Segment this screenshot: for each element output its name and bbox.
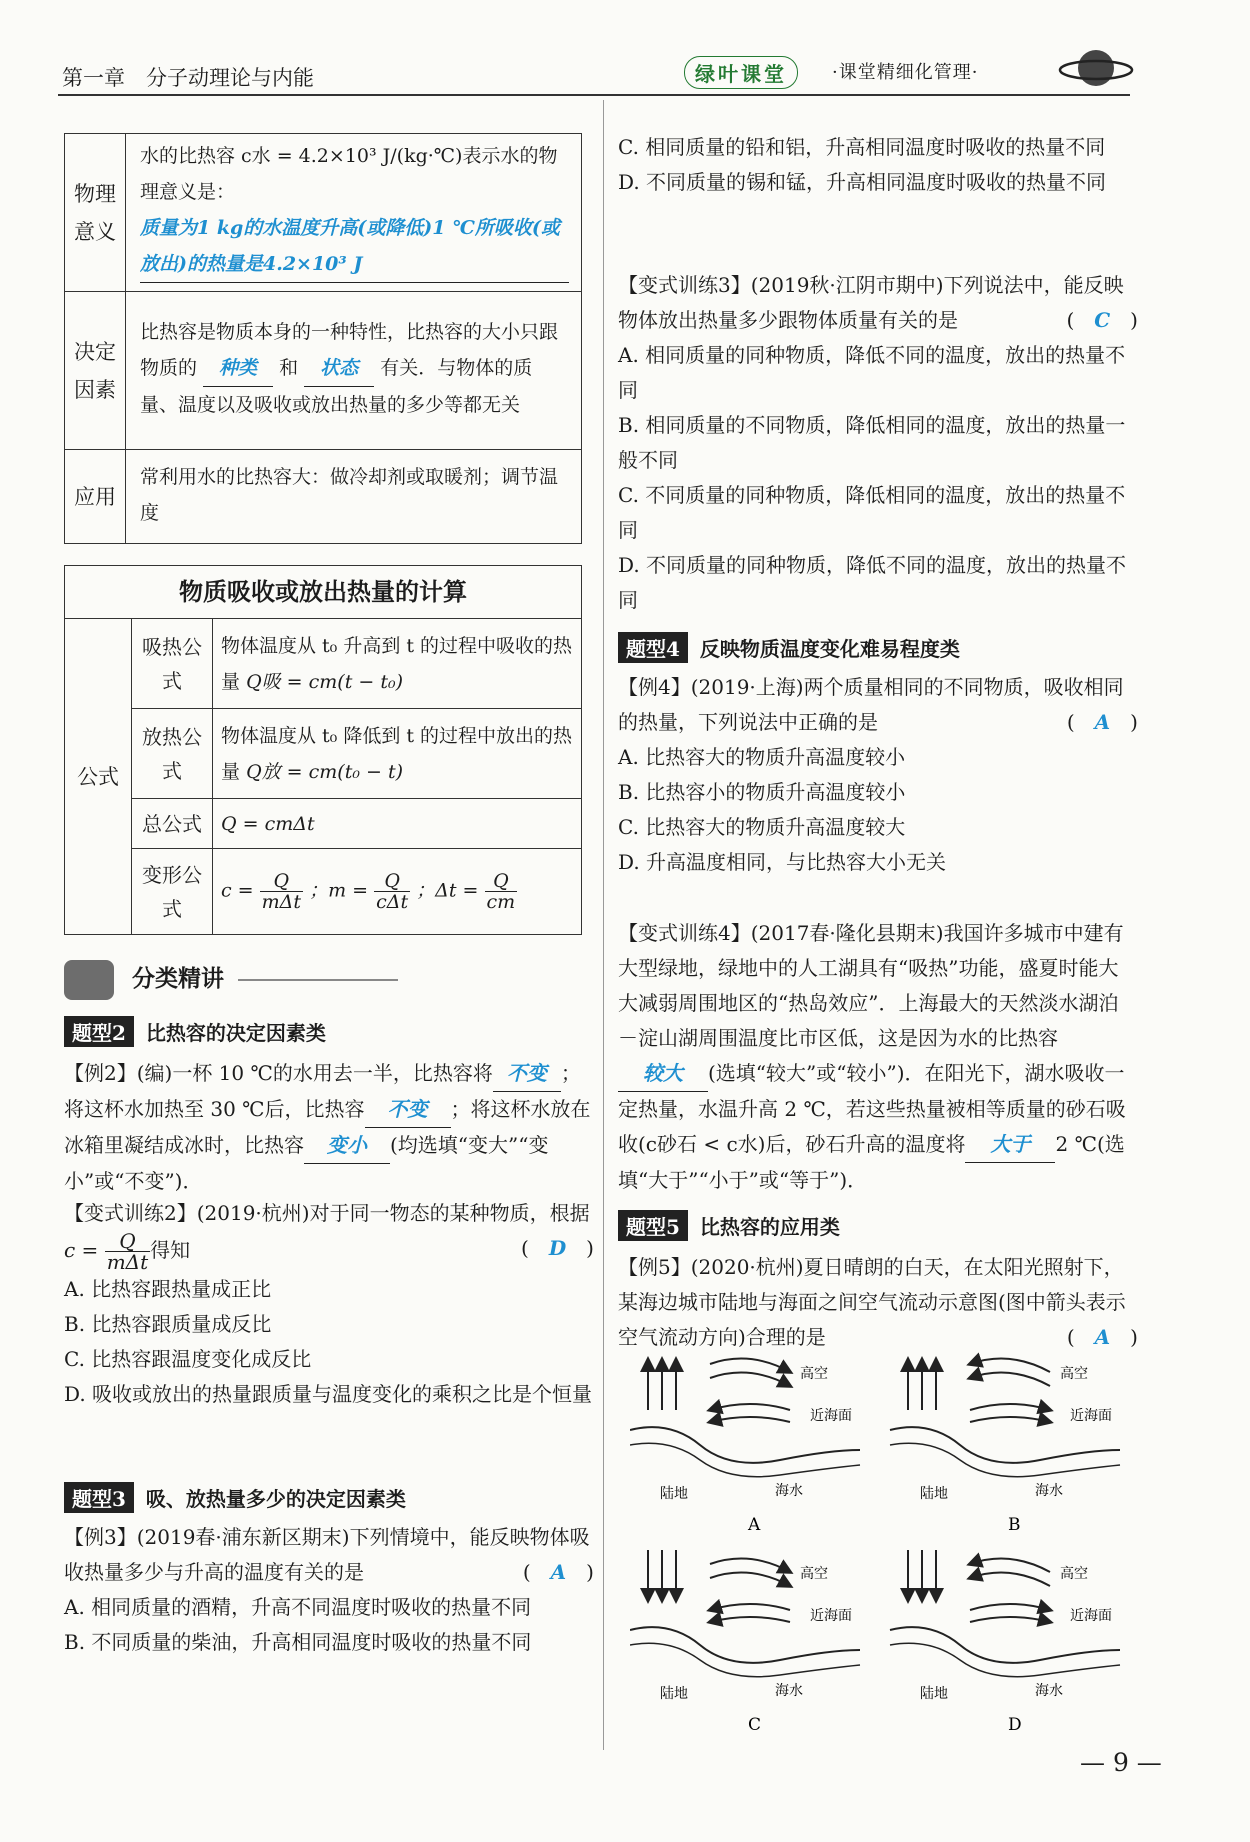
option: A. 比热容跟热量成正比 (64, 1277, 272, 1301)
option: C. 相同质量的铅和铝，升高相同温度时吸收的热量不同 (618, 135, 1106, 159)
formula-table-title: 物质吸收或放出热量的计算 (65, 566, 582, 619)
header-rule (58, 94, 1130, 96)
answer-blank: 不变 (493, 1056, 561, 1092)
answer-choice: C (1094, 308, 1111, 332)
svg-text:海水: 海水 (1035, 1683, 1063, 1699)
factor-cell (126, 292, 582, 450)
factor-text-b: 有关．与物体的质量、温度以及吸收或放出热量的多少等都无关 (140, 357, 533, 416)
svg-text:近海面: 近海面 (810, 1608, 852, 1624)
svg-text:D: D (1008, 1715, 1022, 1735)
specific-heat-table (64, 133, 582, 544)
meaning-answer: 质量为1 kg的水温度升高(或降低)1 ℃所吸收(或放出)的热量是4.2×10³ J (140, 210, 569, 283)
section-banner (64, 960, 398, 1000)
fraction: $\frac{Q}{\text{cΔt}}$ (376, 870, 409, 913)
question-type-3: 题型3 吸、放热量多少的决定因素类 (64, 1482, 594, 1513)
answer-choice: A (1094, 710, 1111, 734)
svg-text:近海面: 近海面 (810, 1408, 852, 1424)
release-formula-cell (213, 709, 582, 799)
row-label: 吸热公式 (132, 619, 213, 709)
column-divider (603, 100, 604, 1750)
row-label: 决定因素 (65, 292, 126, 450)
diagram-panel-a (630, 1359, 860, 1535)
meaning-text: 水的比热容 c水 = 4.2×10³ J/(kg·℃)表示水的物理意义是： (140, 145, 558, 203)
option: D. 升高温度相同，与比热容大小无关 (618, 850, 947, 874)
variation-3: 【变式训练3】(2019秋·江阴市期中)下列说法中，能反映物体放出热量多少跟物体质量有关的是 ( C ) A. 相同质量的同种物质，降低不同的温度，放出的热量不同 B. 相同质量的不同物质，降低相同的温度，放出的热量一般不同 C. 不同质量的同种物质，降低相同的温度，放出的热量不同 D. 不同质量的同种物质，降低不同的温度，放出的热量不同 (618, 268, 1138, 618)
example-3: 【例3】(2019春·浦东新区期末)下列情境中，能反映物体吸收热量多少与升高的温度有关的是 ( A ) A. 相同质量的酒精，升高不同温度时吸收的热量不同 B. 不同质量的柴油，升高相同温度时吸收的热量不同 (64, 1520, 594, 1660)
meaning-cell (126, 134, 582, 292)
factor-and: 和 (279, 357, 299, 379)
svg-text:高空: 高空 (1060, 1566, 1088, 1582)
variation-4: 【变式训练4】(2017春·隆化县期末)我国许多城市中建有大型绿地，绿地中的人工湖具有“吸热”功能，盛夏时能大大减弱周围地区的“热岛效应”．上海最大的天然淡水湖泊－淀山湖周围温度比市区低，这是因为水的比热容较大 (选填“较大”或“较小”)．在阳光下，湖水吸收一定热量，水温升高 2 ℃，若这些热量被相等质量的砂石吸收(c砂石 < c水)后，砂石升高的温度将 大于 2 ℃(选填“大于”“小于”或“等于”)． (618, 921, 1126, 1192)
fraction: $\frac{Q}{\text{mΔt}}$ (106, 1229, 149, 1274)
example-2: 【例2】(编)一杯 10 ℃的水用去一半，比热容将 不变 ；将这杯水加热至 30 ℃后，比热容 不变 ；将这杯水放在冰箱里凝结成冰时，比热容 变小 (均选填“变大”“变小”或“不变”)． (64, 1056, 594, 1199)
row-label: 放热公式 (132, 709, 213, 799)
f2-lhs: ；m = (309, 879, 369, 902)
example-5: 【例5】(2020·杭州)夏日晴朗的白天，在太阳光照射下，某海边城市陆地与海面之间空气流动示意图(图中箭头表示空气流动方向)合理的是 ( A ) (618, 1255, 1138, 1349)
option: A. 比热容大的物质升高温度较小 (618, 745, 906, 769)
total-formula: Q = cmΔt (221, 812, 315, 835)
heat-formula-table (64, 565, 582, 935)
derived-formulas (213, 849, 582, 935)
f3-lhs: ；Δt = (416, 879, 479, 902)
row-label: 物理意义 (65, 134, 126, 292)
answer-kind: 种类 (203, 350, 273, 387)
svg-text:陆地: 陆地 (660, 1486, 688, 1502)
question-type-2: 题型2 比热容的决定因素类 (64, 1016, 594, 1047)
diagram-panel-b (890, 1359, 1120, 1535)
svg-text:高空: 高空 (1060, 1366, 1088, 1382)
answer-choice: A (1094, 1325, 1111, 1349)
air-flow-diagrams (630, 1350, 1130, 1740)
fraction: $\frac{Q}{cm}$ (486, 870, 516, 913)
option: D. 不同质量的锡和锰，升高相同温度时吸收的热量不同 (618, 170, 1107, 194)
diagram-panel-c (630, 1550, 860, 1735)
svg-text:陆地: 陆地 (660, 1686, 688, 1702)
svg-text:陆地: 陆地 (920, 1486, 948, 1502)
absorb-formula: Q吸 = cm(t − t₀) (246, 670, 404, 693)
option: B. 比热容小的物质升高温度较小 (618, 780, 906, 804)
option: C. 比热容跟温度变化成反比 (64, 1347, 312, 1371)
answer-blank: 大于 (965, 1127, 1055, 1163)
svg-text:C: C (748, 1715, 762, 1735)
computer-icon (64, 960, 114, 1000)
option: C. 不同质量的同种物质，降低相同的温度，放出的热量不同 (618, 483, 1126, 542)
release-text: 物体温度从 t₀ 降低到 t 的过程中放出的热量 (221, 724, 573, 783)
example-4: 【例4】(2019·上海)两个质量相同的不同物质，吸收相同的热量，下列说法中正确的是 ( A ) A. 比热容大的物质升高温度较小 B. 比热容小的物质升高温度较小 C. 比热容大的物质升高温度较大 D. 升高温度相同，与比热容大小无关 (618, 670, 1138, 880)
f1-lhs: c = (221, 879, 254, 902)
option: B. 相同质量的不同物质，降低相同的温度，放出的热量一般不同 (618, 413, 1126, 472)
option: C. 比热容大的物质升高温度较大 (618, 815, 906, 839)
option: B. 不同质量的柴油，升高相同温度时吸收的热量不同 (64, 1630, 532, 1654)
svg-text:海水: 海水 (775, 1483, 803, 1499)
svg-text:B: B (1008, 1515, 1021, 1535)
svg-text:A: A (748, 1515, 761, 1535)
page-number: — 9 — (1080, 1748, 1162, 1777)
option: D. 吸收或放出的热量跟质量与温度变化的乘积之比是个恒量 (64, 1382, 593, 1406)
answer-choice: A (550, 1560, 567, 1584)
answer-blank: 变小 (304, 1128, 390, 1164)
svg-text:近海面: 近海面 (1070, 1608, 1112, 1624)
answer-blank: 不变 (365, 1092, 451, 1128)
brand-slogan: ·课堂精细化管理· (832, 62, 979, 83)
diagram-panel-d (890, 1550, 1120, 1735)
planet-icon (1056, 40, 1136, 96)
fraction: $\frac{Q}{\text{mΔt}}$ (261, 870, 302, 913)
release-formula: Q放 = cm(t₀ − t) (246, 760, 404, 783)
svg-text:高空: 高空 (800, 1566, 828, 1582)
option: D. 不同质量的同种物质，降低不同的温度，放出的热量不同 (618, 553, 1127, 612)
variation-2: 【变式训练2】(2019·杭州)对于同一物态的某种物质，根据 c = $\frac{Q}{\text{mΔt}}$ 得知 ( D ) A. 比热容跟热量成正比 B. 比热容跟质量成反比 C. 比热容跟温度变化成反比 D. 吸收或放出的热量跟质量与温度变化的乘积之比是个恒量 (64, 1196, 594, 1412)
absorb-formula-cell (213, 619, 582, 709)
svg-text:海水: 海水 (1035, 1483, 1063, 1499)
question-type-5: 题型5 比热容的应用类 (618, 1210, 1138, 1241)
row-label: 应用 (65, 450, 126, 544)
row-label: 变形公式 (132, 849, 213, 935)
chapter-title: 第一章 分子动理论与内能 (62, 66, 314, 90)
answer-state: 状态 (304, 350, 374, 387)
row-label: 总公式 (132, 799, 213, 849)
option: B. 比热容跟质量成反比 (64, 1312, 272, 1336)
absorb-text: 物体温度从 t₀ 升高到 t 的过程中吸收的热量 (221, 634, 573, 693)
svg-text:海水: 海水 (775, 1683, 803, 1699)
svg-text:近海面: 近海面 (1070, 1408, 1112, 1424)
answer-choice: D (548, 1236, 567, 1260)
brand-logo: 绿叶课堂 (684, 56, 798, 89)
option: A. 相同质量的同种物质，降低不同的温度，放出的热量不同 (618, 343, 1126, 402)
svg-text:陆地: 陆地 (920, 1686, 948, 1702)
option: A. 相同质量的酒精，升高不同温度时吸收的热量不同 (64, 1595, 532, 1619)
question-type-4: 题型4 反映物质温度变化难易程度类 (618, 632, 1138, 663)
answer-blank: 较大 (618, 1056, 708, 1092)
section-title: 分类精讲 (132, 965, 225, 992)
svg-text:高空: 高空 (800, 1366, 828, 1382)
example-3-cont (618, 130, 1138, 200)
formula-group-label: 公式 (65, 619, 132, 935)
application-text: 常利用水的比热容大：做冷却剂或取暖剂；调节温度 (126, 450, 582, 544)
factor-text: 比热容是物质本身的一种特性，比热容的大小只跟物质的 (140, 321, 559, 379)
